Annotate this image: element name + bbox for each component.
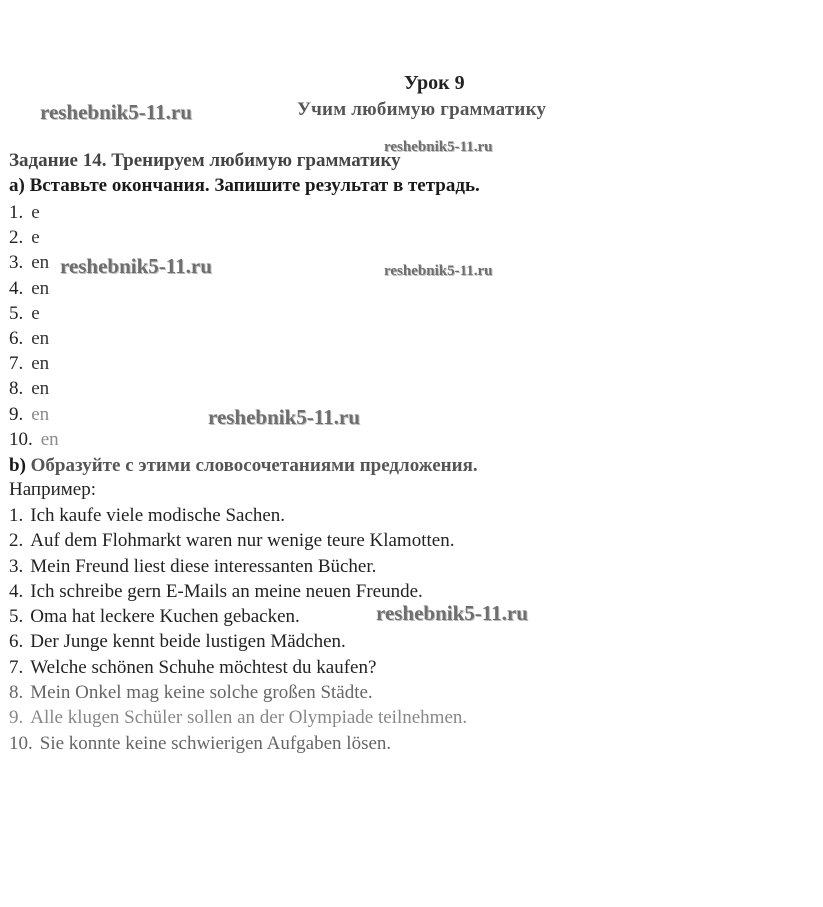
answer-number: 5. [9, 302, 24, 324]
sentence-number: 10. [9, 732, 33, 754]
sentence-number: 1. [9, 505, 24, 526]
answer-ending: en [31, 378, 50, 400]
answer-item [9, 402, 59, 427]
sentence-item [9, 655, 467, 680]
sentence-text: Welche schönen Schuhe möchtest du kaufen? [30, 656, 377, 678]
sentence-item [9, 705, 467, 730]
watermark: reshebnik5-11.ru [384, 139, 493, 155]
sentence-text: Alle klugen Schüler sollen an der Olympiade teilnehmen. [30, 707, 468, 729]
sentence-item [9, 528, 467, 553]
answer-number: 8. [9, 378, 24, 400]
part-b-instruction: Образуйте с этими словосочетаниями предложения. [30, 455, 478, 476]
sentence-text: Sie konnte keine schwierigen Aufgaben lösen. [39, 732, 392, 754]
sentence-number: 7. [9, 656, 24, 678]
sentence-number: 9. [9, 707, 24, 729]
watermark: reshebnik5-11.ru [40, 100, 192, 124]
answer-ending: e [31, 227, 40, 249]
sentence-item [9, 629, 467, 654]
watermark: reshebnik5-11.ru [376, 601, 528, 625]
lesson-subtitle: Учим любимую грамматику [297, 99, 547, 120]
answer-number: 2. [9, 227, 24, 249]
answer-ending: e [31, 202, 40, 223]
answer-number: 4. [9, 277, 24, 299]
sentence-text: Der Junge kennt beide lustigen Mädchen. [30, 631, 346, 653]
answer-number: 6. [9, 327, 24, 349]
answer-ending: e [31, 302, 40, 324]
answer-item [9, 276, 59, 301]
part-a-heading: а) Вставьте окончания. Запишите результат в тетрадь. [9, 175, 480, 196]
lesson-title: Урок 9 [404, 72, 465, 94]
sentence-number: 8. [9, 682, 24, 704]
part-a-answer-list [9, 200, 59, 452]
answer-ending: en [40, 428, 59, 450]
sentence-number: 2. [9, 530, 24, 552]
part-b-sentence-list [9, 503, 467, 756]
sentence-item [9, 731, 467, 756]
answer-number: 3. [9, 252, 24, 274]
sentence-item [9, 680, 467, 705]
task-heading: Задание 14. Тренируем любимую грамматику [9, 150, 401, 171]
answer-item [9, 351, 59, 376]
answer-item [9, 427, 59, 452]
sentence-text: Auf dem Flohmarkt waren nur wenige teure Klamotten. [30, 530, 455, 552]
answer-item [9, 326, 59, 351]
answer-number: 7. [9, 353, 24, 375]
answer-number: 1. [9, 202, 24, 223]
sentence-item [9, 554, 467, 579]
answer-ending: en [31, 403, 50, 425]
answer-item [9, 301, 59, 326]
sentence-number: 4. [9, 580, 24, 602]
answer-item [9, 376, 59, 401]
answer-ending: en [31, 327, 50, 349]
sentence-text: Mein Freund liest diese interessanten Bücher. [30, 555, 377, 577]
watermark: reshebnik5-11.ru [384, 263, 493, 279]
sentence-text: Oma hat leckere Kuchen gebacken. [30, 606, 300, 628]
answer-item [9, 225, 59, 250]
answer-item [9, 250, 59, 275]
sentence-text: Mein Onkel mag keine solche großen Städte. [30, 682, 373, 704]
sentence-item [9, 503, 467, 528]
answer-ending: en [31, 277, 50, 299]
answer-item [9, 200, 59, 225]
answer-ending: en [31, 353, 50, 375]
answer-number: 10. [9, 428, 33, 450]
watermark: reshebnik5-11.ru [60, 254, 212, 278]
answer-ending: en [31, 252, 50, 274]
answer-number: 9. [9, 403, 24, 425]
part-b-heading [9, 455, 478, 477]
sentence-number: 3. [9, 555, 24, 577]
part-b-letter: b) [9, 455, 26, 476]
sentence-item [9, 604, 467, 629]
sentence-number: 6. [9, 631, 24, 653]
watermark: reshebnik5-11.ru [208, 405, 360, 429]
sentence-number: 5. [9, 606, 24, 628]
example-label: Например: [9, 479, 96, 500]
sentence-text: Ich schreibe gern E-Mails an meine neuen Freunde. [30, 580, 423, 602]
sentence-text: Ich kaufe viele modische Sachen. [30, 505, 286, 526]
sentence-item [9, 579, 467, 604]
